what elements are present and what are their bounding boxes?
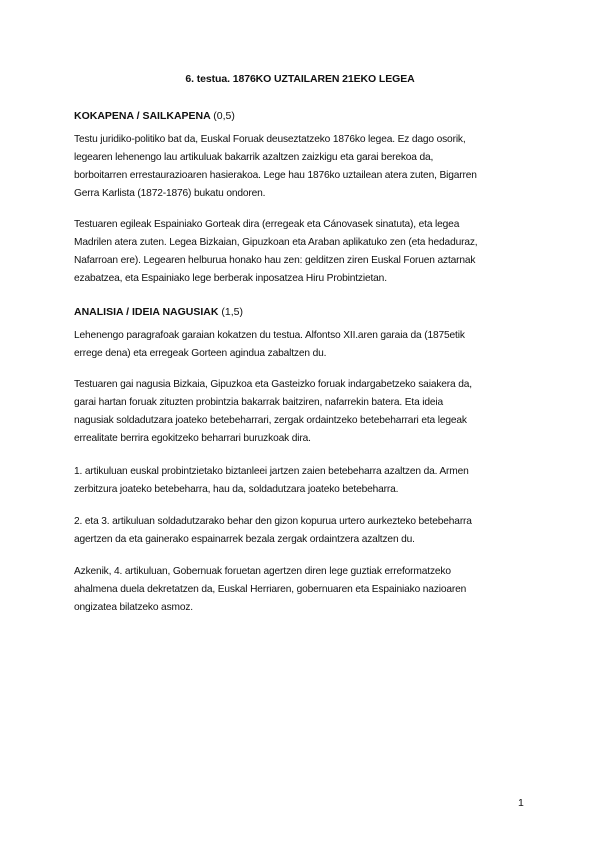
paragraph-line: zerbitzura joateko betebeharra, hau da, soldadutzara joateko betebeharra. [74, 484, 399, 495]
paragraph-line: legearen lehenengo lau artikuluak bakarrik azaltzen zaizkigu eta garai berekoa da, [74, 152, 434, 163]
paragraph [74, 463, 534, 499]
paragraph-line: ezabatzea, eta Espainiako lege berberak inposatzea Hiru Probintzietan. [74, 273, 387, 284]
paragraph-line: Testuaren gai nagusia Bizkaia, Gipuzkoa eta Gasteizko foruak indargabetzeko saiakera da, [74, 379, 472, 390]
paragraph-line: 1. artikuluan euskal probintzietako biztanleei jartzen zaien betebeharra azaltzen da. Armen [74, 466, 469, 477]
paragraph-line: nagusiak soldadutzara joateko betebeharrari, zergak ordaintzeko betebeharrari eta legeak [74, 415, 467, 426]
paragraph-line: Gerra Karlista (1872-1876) bukatu ondoren. [74, 188, 266, 199]
section-score: (1,5) [221, 306, 243, 318]
section-heading-analisia [74, 306, 243, 318]
paragraph-line: errege dena) eta erregeak Gorteen agindua zabaltzen du. [74, 348, 327, 359]
paragraph [74, 513, 534, 549]
section-heading-kokapena [74, 110, 235, 122]
paragraph [74, 376, 534, 448]
paragraph-line: Madrilen atera zuten. Legea Bizkaian, Gipuzkoan eta Araban aplikatuko zen (eta hedaduraz, [74, 237, 478, 248]
paragraph-line: Nafarroan ere). Legearen helburua honako hau zen: gelditzen ziren Euskal Foruen aztarnak [74, 255, 476, 266]
document-title: 6. testua. 1876KO UZTAILAREN 21EKO LEGEA [185, 73, 415, 85]
section-heading-text: KOKAPENA / SAILKAPENA [74, 110, 211, 122]
paragraph-line: Lehenengo paragrafoak garaian kokatzen du testua. Alfontso XII.aren garaia da (1875etik [74, 330, 465, 341]
paragraph-line: garai hartan foruak zituzten probintzia bakarrak baitziren, nafarrekin batera. Eta ideia [74, 397, 444, 408]
paragraph-line: errealitate berrira egokitzeko beharrari buruzkoak dira. [74, 433, 311, 444]
paragraph [74, 563, 534, 617]
paragraph-line: agertzen da eta gainerako espainarrek bezala zergak ordaintzera azaltzen du. [74, 534, 415, 545]
paragraph [74, 327, 534, 363]
paragraph-line: Azkenik, 4. artikuluan, Gobernuak foruetan agertzen diren lege guztiak erreformatzeko [74, 566, 451, 577]
section-heading-text: ANALISIA / IDEIA NAGUSIAK [74, 306, 219, 318]
paragraph [74, 216, 534, 288]
paragraph-line: borboitarren errestaurazioaren hasierakoa. Lege hau 1876ko uztailean atera zuten, Bigarren [74, 170, 477, 181]
paragraph-line: ongizatea bilatzeko asmoz. [74, 602, 193, 613]
section-score: (0,5) [213, 110, 235, 122]
paragraph-line: ahalmena duela dekretatzen da, Euskal Herriaren, gobernuaren eta Espainiako nazioaren [74, 584, 467, 595]
paragraph-line: Testuaren egileak Espainiako Gorteak dira (erregeak eta Cánovasek sinatuta), eta legea [74, 219, 460, 230]
paragraph-line: 2. eta 3. artikuluan soldadutzarako behar den gizon kopurua urtero aurkezteko betebeharra [74, 516, 472, 527]
paragraph-line: Testu juridiko-politiko bat da, Euskal Foruak deuseztatzeko 1876ko legea. Ez dago osorik, [74, 134, 466, 145]
page-number: 1 [518, 797, 524, 809]
paragraph [74, 131, 534, 203]
